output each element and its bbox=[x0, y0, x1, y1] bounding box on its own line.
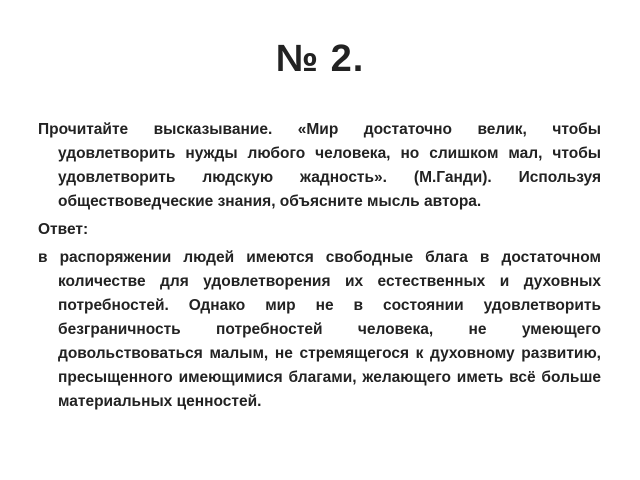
answer-label: Ответ: bbox=[38, 221, 89, 238]
slide-title: № 2. bbox=[275, 38, 365, 80]
task-text: Прочитайте высказывание. «Мир достаточно велик, чтобы удовлетворить нужды любого человека, но слишком мал, чтобы удовлетворить людскую жадность». (М.Ганди). Используя обществоведческие знания, объясните мысль автора. bbox=[38, 121, 601, 210]
answer-text: в распоряжении людей имеются свободные блага в достаточном количестве для удовлетворения их естественных и духовных потребностей. Однако мир не в состоянии удовлетворить безграничность потребностей человека, не умеющего довольствоваться малым, не стремящегося к духовному развитию, пресыщенного имеющимися благами, желающего иметь всё больше материальных ценностей. bbox=[38, 249, 601, 410]
slide-content bbox=[38, 118, 601, 414]
